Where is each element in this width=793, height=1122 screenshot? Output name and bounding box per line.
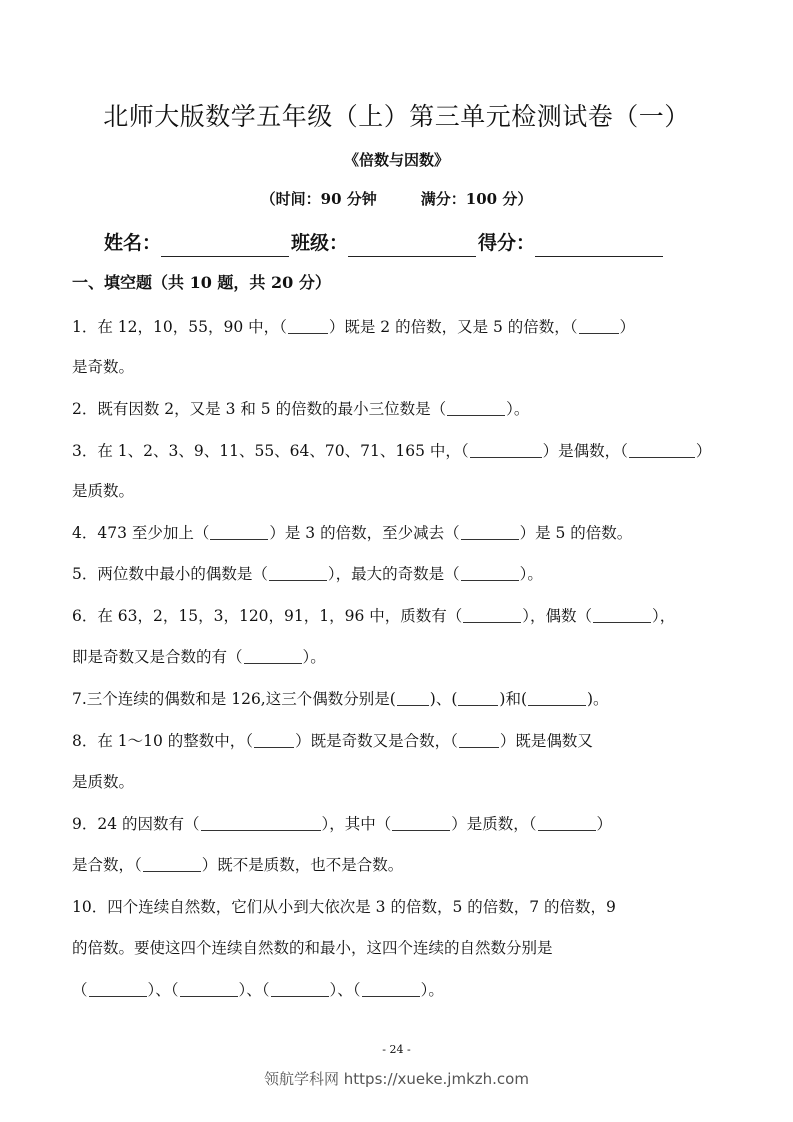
question-text: 8．在 1～10 的整数中，（: [72, 732, 254, 750]
score-label: 得分：: [478, 232, 536, 254]
question-3-cont: 是质数。: [72, 482, 135, 500]
question-text: ）。: [519, 565, 543, 583]
question-10-answers: [72, 979, 722, 1001]
question-text: ）是 3 的倍数，至少减去（: [269, 524, 460, 542]
question-text: ）既是奇数又是合数，（: [295, 732, 458, 750]
question-2: [72, 398, 722, 420]
answer-blank[interactable]: [461, 523, 519, 540]
answer-blank[interactable]: [579, 317, 619, 334]
question-4: [72, 522, 722, 544]
page-title: 北师大版数学五年级（上）第三单元检测试卷（一）: [103, 102, 690, 131]
question-text: ）既是 2 的倍数，又是 5 的倍数，（: [328, 318, 578, 336]
question-6-cont: [72, 646, 722, 668]
question-text: ）、（: [329, 981, 361, 999]
question-text: ）: [596, 815, 613, 833]
answer-blank[interactable]: [593, 606, 651, 623]
question-3: [72, 440, 722, 462]
exam-meta: [0, 189, 793, 209]
answer-blank[interactable]: [461, 564, 519, 581]
question-text: 6．在 63，2，15，3，120，91，1，96 中，质数有（: [72, 607, 463, 625]
question-text: ）既是偶数又: [499, 732, 593, 750]
question-text: )和(: [499, 690, 527, 708]
question-text: ）。: [420, 981, 444, 999]
answer-blank[interactable]: [288, 317, 328, 334]
answer-blank[interactable]: [254, 731, 294, 748]
question-text: ），: [652, 607, 676, 625]
question-text: ）。: [506, 400, 530, 418]
answer-blank[interactable]: [528, 689, 586, 706]
question-text: ）既不是质数，也不是合数。: [201, 856, 404, 874]
class-label: 班级：: [291, 232, 349, 254]
answer-blank[interactable]: [397, 689, 429, 706]
answer-blank[interactable]: [180, 980, 238, 997]
answer-blank[interactable]: [538, 814, 596, 831]
answer-blank[interactable]: [201, 814, 321, 831]
question-8-cont: 是质数。: [72, 773, 135, 791]
class-field[interactable]: [348, 234, 476, 257]
section-title: 一、填空题（共 10 题，共 20 分）: [72, 273, 331, 292]
question-8: [72, 730, 722, 752]
question-9-cont: [72, 854, 722, 876]
page-subtitle: 《倍数与因数》: [343, 151, 449, 169]
time-label: （时间：90 分钟: [260, 190, 377, 208]
question-text: 2．既有因数 2，又是 3 和 5 的倍数的最小三位数是（: [72, 400, 447, 418]
answer-blank[interactable]: [362, 980, 420, 997]
question-text: 5．两位数中最小的偶数是（: [72, 565, 268, 583]
question-text: 1．在 12，10，55，90 中，（: [72, 318, 287, 336]
question-text: ）、（: [147, 981, 179, 999]
name-field[interactable]: [161, 234, 289, 257]
question-6: [72, 605, 722, 627]
question-5: [72, 563, 722, 585]
answer-blank[interactable]: [629, 441, 695, 458]
question-text: ），其中（: [321, 815, 392, 833]
question-9: [72, 813, 722, 835]
answer-blank[interactable]: [459, 731, 499, 748]
answer-blank[interactable]: [271, 980, 329, 997]
question-1-cont: 是奇数。: [72, 358, 135, 376]
question-text: ），偶数（: [522, 607, 593, 625]
answer-blank[interactable]: [143, 855, 201, 872]
page-number: - 24 -: [382, 1043, 411, 1056]
answer-blank[interactable]: [210, 523, 268, 540]
question-text: ）: [695, 442, 712, 460]
answer-blank[interactable]: [470, 441, 542, 458]
question-10-cont: 的倍数。要使这四个连续自然数的和最小，这四个连续的自然数分别是: [72, 939, 553, 957]
answer-blank[interactable]: [89, 980, 147, 997]
question-text: ）是质数，（: [451, 815, 537, 833]
question-text: 即是奇数又是合数的有（: [72, 648, 243, 666]
student-info: [104, 229, 665, 257]
answer-blank[interactable]: [269, 564, 327, 581]
question-text: ）。: [302, 648, 326, 666]
question-text: 4．473 至少加上（: [72, 524, 210, 542]
answer-blank[interactable]: [392, 814, 450, 831]
question-1: [72, 316, 722, 338]
question-text: 9．24 的因数有（: [72, 815, 200, 833]
question-text: （: [72, 981, 88, 999]
question-10: 10．四个连续自然数，它们从小到大依次是 3 的倍数，5 的倍数，7 的倍数，9: [72, 898, 616, 916]
question-text: ）、（: [238, 981, 270, 999]
watermark: 领航学科网 https://xueke.jmkzh.com: [264, 1070, 529, 1088]
question-text: )。: [587, 690, 609, 708]
question-text: 是合数，（: [72, 856, 142, 874]
question-text: 3．在 1、2、3、9、11、55、64、70、71、165 中，（: [72, 442, 469, 460]
name-label: 姓名：: [104, 232, 162, 254]
question-text: ），最大的奇数是（: [327, 565, 460, 583]
answer-blank[interactable]: [244, 647, 302, 664]
question-text: 7.三个连续的偶数和是 126,这三个偶数分别是(: [72, 690, 396, 708]
answer-blank[interactable]: [458, 689, 498, 706]
question-text: ）: [619, 318, 636, 336]
answer-blank[interactable]: [463, 606, 521, 623]
full-score-label: 满分：100 分）: [420, 190, 533, 208]
answer-blank[interactable]: [447, 399, 505, 416]
question-text: ）是 5 的倍数。: [519, 524, 633, 542]
score-field[interactable]: [535, 234, 663, 257]
question-text: )、(: [429, 690, 458, 708]
question-7: [72, 688, 722, 710]
question-text: ）是偶数，（: [542, 442, 628, 460]
